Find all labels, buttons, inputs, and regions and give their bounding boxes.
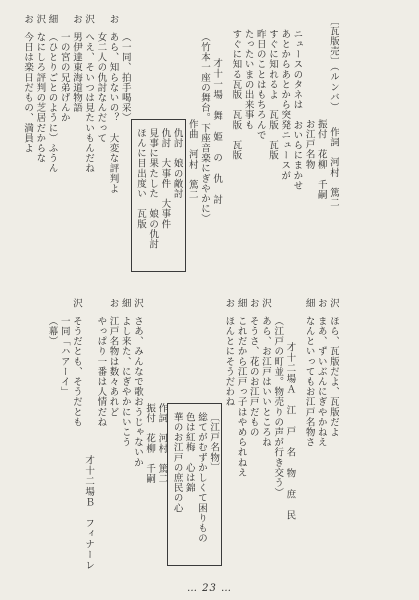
speaker-label: 沢 [34,14,46,25]
dialogue-line [131,298,143,580]
lyric-line-column [241,14,253,286]
lyric-line-column [302,14,314,286]
credit-line: 作詞 河村 篤二 [156,402,168,484]
credit-line: 振付 花柳 千嗣 [315,118,327,200]
credit-line: 作詞 河村 篤二 [328,127,339,209]
stage-direction: （幕） [46,316,58,347]
lyric-line: 〔江戸名物〕 [208,411,220,473]
speaker-label: お [107,298,119,309]
lyrics-box [167,403,222,567]
speaker-label: お [247,298,259,309]
speaker-label: 細 [119,298,131,309]
lyric-line-column [229,14,241,286]
lyric-line: 仇討 娘の敵討 [171,127,183,199]
dialogue-text: まあ、ずいぶんにぎやかねえ [315,316,327,448]
dialogue-text: そうさ、花のお江戸だもの [247,316,259,438]
speaker-label: お [107,14,119,25]
credit-line-column [186,14,198,286]
scene-header-column [82,298,94,580]
dialogue-line [106,298,118,580]
stage-direction-column [45,298,57,580]
lyric-line-column [266,14,278,286]
stage-direction: 一同「ハアーイ」 [58,316,70,397]
dialogue-line [106,14,118,286]
lyric-line: ニュースのタネは おいらにまかせ [291,29,303,191]
stage-direction-column [198,14,210,286]
scene-header-column [283,298,295,580]
lyric-line: お江戸名物 [303,118,315,169]
page-number: … 23 … [186,583,233,594]
dialogue-continuation-column [94,14,106,286]
stage-direction-column [58,298,70,580]
lyric-line: ほんに目出度い 瓦版 [134,127,146,229]
dialogue-text: これだから江戸っ子はやめられねえ [235,316,247,478]
credit-line: 作曲 河村 篤二 [186,118,198,200]
dialogue-line [259,298,271,580]
lower-tier [13,298,339,580]
dialogue-line [70,298,82,580]
dialogue-line [222,298,234,580]
dialogue-continuation: 女二人の仇討なんだって [95,32,107,144]
credit-line-column [143,298,155,580]
dialogue-line [21,14,33,286]
dialogue-line [247,298,259,580]
dialogue-text: 男伊達東海道物語 [70,32,82,113]
dialogue-line [33,14,45,286]
speaker-label: お [70,14,82,25]
dialogue-text: へえ、そいつは見たいもんだね [83,32,95,174]
speaker-label: 沢 [131,298,143,309]
speaker-label: 細 [303,298,315,309]
dialogue-line [302,298,314,580]
dialogue-line [82,14,94,286]
upper-tier [13,14,339,286]
lyric-line-column [290,14,302,286]
dialogue-text: ほんとにそうだわね [223,316,235,407]
lyric-line: たったいまの出来事も [242,29,254,131]
dialogue-line [70,14,82,286]
lyric-line: あとからあとから突発ニュースが [279,29,291,181]
dialogue-continuation-column [58,14,70,286]
scene-header-column [210,14,222,286]
lyric-line: 華のお江戸の庶民の心 [171,411,183,513]
dialogue-text: 江戸名物は数々あれど [107,316,119,418]
lyric-line: 色は紅梅 心は錦 [183,411,195,493]
speaker-label: 細 [235,298,247,309]
dialogue-text: なんといってもお江戸名物さ [303,316,315,448]
lyric-line: 仇討 大事件 大事件 [159,127,171,229]
dialogue-continuation-column [94,298,106,580]
dialogue-text: ほら、瓦版だよ、瓦版だよ [328,316,339,438]
scene-header: 才十二場Ａ 江 戸 名 物 庶 民 [284,341,296,521]
stage-direction-column [119,14,131,286]
song-title-column [327,14,339,286]
speaker-label: お [223,298,235,309]
lyric-line-column [254,14,266,286]
lyric-line: すぐに知る瓦版 瓦版 瓦版 [230,29,242,161]
speaker-label: 沢 [328,298,339,309]
stage-direction: （竹本一座の舞台。下座音楽にぎやかに） [198,32,210,224]
dialogue-line [234,298,246,580]
dialogue-line [327,298,339,580]
lyrics-box [131,119,186,273]
speaker-label: お [315,298,327,309]
dialogue-text: さあ、みんなで歌おうじゃないか [131,316,143,468]
dialogue-line [45,14,57,286]
stage-direction: （江戸の町並。物売りの声が行き交う） [272,316,284,498]
lyric-line: すぐに知れるよ 瓦版 瓦版 [266,29,278,161]
speaker-label: 細 [46,14,58,25]
scene-header: 才十二場Ｂ フィナーレ [83,454,95,571]
dialogue-text: （ひとりごとのように）ふうん [46,32,58,174]
credit-line-column [155,298,167,580]
credit-line-column [315,14,327,286]
speaker-label: 沢 [70,298,82,309]
speaker-label: 沢 [83,14,95,25]
dialogue-continuation: やっぱり一番は人情だね [95,316,107,428]
lyric-line: 見事に果たした 娘の仇討 [147,127,159,249]
scene-header: 才十一場 舞 姫 の 仇 討 [211,57,223,205]
stage-direction-column [271,298,283,580]
dialogue-text: そうだとも、そうだとも [70,316,82,428]
dialogue-line [315,298,327,580]
dialogue-text: 今日は楽日だもの、満員よ [22,32,34,154]
dialogue-continuation: 一の宮の兄弟げんか [58,32,70,123]
dialogue-text: よし来た、にぎやかにいこう [119,316,131,448]
lyric-line-column [278,14,290,286]
speaker-label: 沢 [259,298,271,309]
stage-direction: （一同、拍手喝采） [119,32,131,123]
speaker-label: お [22,14,34,25]
dialogue-text: なにしろ評判の芝居だからな [34,32,46,164]
credit-line: 振付 花柳 千嗣 [144,402,156,484]
dialogue-text: あら、知らないの？ 大変な評判よ [107,32,119,194]
song-title: 〔瓦版売〕（ルンバ） [328,15,339,113]
lyric-line: 総てがむずかしくて困りもの [195,411,207,543]
dialogue-text: あら、お江戸はいいところね [259,316,271,448]
lyric-line: 昨日のことはもちろんで [254,29,266,141]
dialogue-line [119,298,131,580]
